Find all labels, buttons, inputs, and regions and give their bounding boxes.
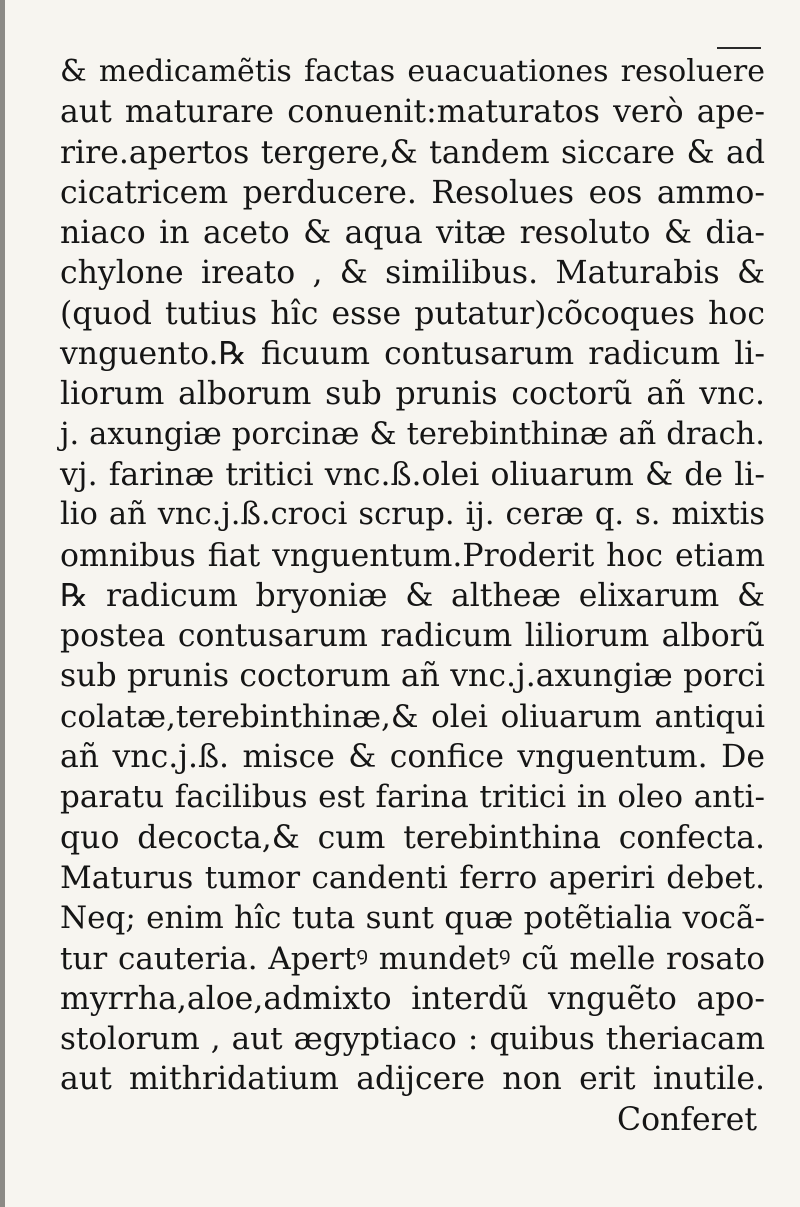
text-line: sub prunis coctorum añ vnc.j.axungiæ porci	[60, 658, 765, 695]
text-line: rire.apertos tergere,& tandem siccare & ad	[60, 134, 765, 171]
text-line: Maturus tumor candenti ferro aperiri debet.	[60, 859, 765, 896]
text-line: colatæ,terebinthinæ,& olei oliuarum antiqui	[60, 698, 765, 735]
text-line: añ vnc.j.ß. misce & confice vnguentum. De	[60, 739, 765, 776]
text-line: vnguento.℞ ficuum contusarum radicum li-	[60, 336, 765, 373]
text-line: (quod tutius hîc esse putatur)cõcoques hoc	[60, 295, 765, 332]
text-line: stolorum , aut ægyptiaco : quibus theriacam	[60, 1021, 765, 1058]
text-line: omnibus fiat vnguentum.Proderit hoc etiam	[60, 537, 765, 574]
text-line: tur cauteria. Apertꝰ mundetꝰ cũ melle rosato	[60, 940, 765, 977]
ornament-rule	[717, 47, 761, 49]
text-line: quo decocta,& cum terebinthina confecta.	[60, 819, 765, 856]
text-line: j. axungiæ porcinæ & terebinthinæ añ drach.	[60, 416, 765, 452]
text-line: lio añ vnc.j.ß.croci scrup. ij. ceræ q. s. mixtis	[60, 497, 765, 533]
text-line: myrrha,aloe,admixto interdũ vnguẽto apo-	[60, 980, 765, 1017]
text-line: Neq; enim hîc tuta sunt quæ potẽtialia vocã-	[60, 900, 765, 937]
text-line: ℞ radicum bryoniæ & altheæ elixarum &	[60, 577, 765, 614]
text-line: paratu facilibus est farina tritici in oleo anti-	[60, 779, 765, 816]
text-line: liorum alborum sub prunis coctorũ añ vnc.	[60, 376, 765, 413]
text-line: aut maturare conuenit:maturatos verò ape-	[60, 94, 765, 131]
text-line: & medicamẽtis factas euacuationes resoluere	[60, 54, 765, 89]
text-line: cicatricem perducere. Resolues eos ammo-	[60, 174, 765, 211]
page-text	[60, 52, 765, 1140]
text-line: niaco in aceto & aqua vitæ resoluto & dia-	[60, 215, 765, 252]
catchword: Conferet	[616, 1101, 757, 1138]
text-line: postea contusarum radicum liliorum alborũ	[60, 618, 765, 655]
text-line: aut mithridatium adijcere non erit inutile.	[60, 1061, 765, 1098]
text-line: chylone ireato , & similibus. Maturabis &	[60, 255, 765, 292]
text-line: vj. farinæ tritici vnc.ß.olei oliuarum & de li-	[60, 456, 765, 493]
